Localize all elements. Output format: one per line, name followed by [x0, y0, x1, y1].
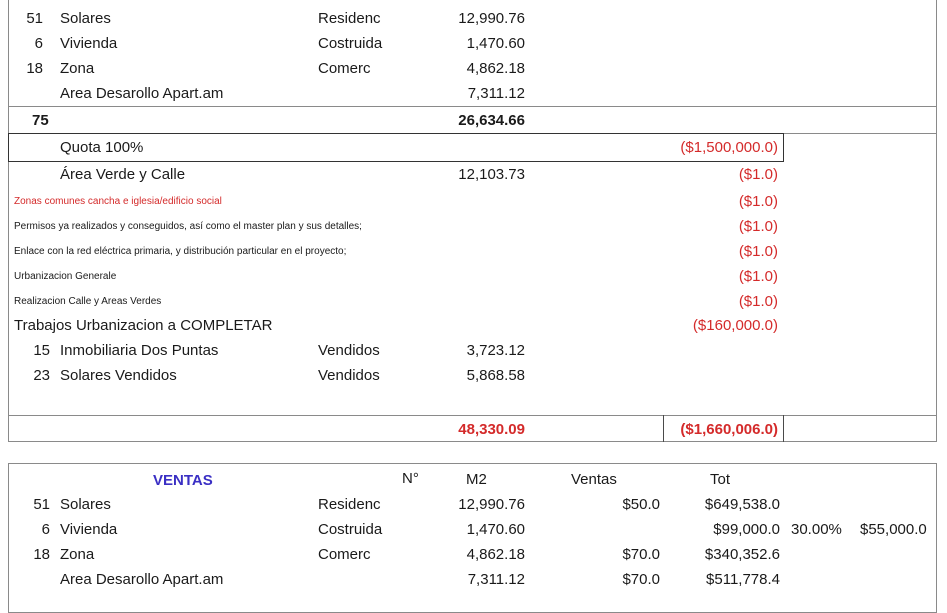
area-verde-label: Área Verde y Calle	[60, 166, 186, 183]
item-label: Permisos ya realizados y conseguidos, así como el master plan y sus detalles;	[14, 221, 362, 232]
item-label: Urbanizacion Generale	[14, 271, 117, 282]
row-m2: 5,868.58	[466, 367, 525, 384]
row-m2: 12,990.76	[458, 10, 525, 27]
row-name: Area Desarollo Apart.am	[60, 571, 224, 588]
item-value: ($1.0)	[738, 268, 778, 285]
trabajos-value: ($160,000.0)	[692, 317, 778, 334]
grand-total-value: ($1,660,006.0)	[680, 421, 778, 438]
divider	[783, 415, 784, 442]
row-m2: 1,470.60	[466, 35, 525, 52]
row-type: Vendidos	[318, 367, 380, 384]
row-m2: 4,862.18	[466, 60, 525, 77]
row-m2: 12,990.76	[458, 496, 525, 513]
ventas-title: VENTAS	[153, 472, 213, 489]
row-type: Costruida	[318, 35, 383, 52]
row-tot: $649,538.0	[704, 496, 780, 513]
row-type: Residenc	[318, 10, 381, 27]
row-type: Residenc	[318, 496, 381, 513]
row-name: Solares Vendidos	[60, 367, 177, 384]
row-tot: $511,778.4	[706, 571, 780, 588]
row-count: 15	[33, 342, 50, 359]
item-value: ($1.0)	[738, 293, 778, 310]
row-m2: 7,311.12	[467, 85, 525, 102]
quota-value: ($1,500,000.0)	[680, 139, 778, 156]
row-m2: 3,723.12	[466, 342, 525, 359]
item-value: ($1.0)	[738, 193, 778, 210]
header-ventas: Ventas	[571, 471, 617, 488]
row-count: 18	[33, 546, 50, 563]
row-tot: $340,352.6	[704, 546, 780, 563]
row-extra: $55,000.0	[860, 521, 927, 538]
area-verde-value: ($1.0)	[738, 166, 778, 183]
divider	[8, 415, 937, 416]
row-name: Solares	[60, 496, 111, 513]
row-name: Zona	[60, 546, 95, 563]
row-pct: 30.00%	[791, 521, 842, 538]
area-verde-m2: 12,103.73	[458, 166, 525, 183]
item-value: ($1.0)	[738, 218, 778, 235]
row-count: 6	[41, 521, 50, 538]
total-m2: 26,634.66	[458, 112, 525, 129]
row-m2: 1,470.60	[466, 521, 525, 538]
row-type: Vendidos	[318, 342, 380, 359]
item-label: Zonas comunes cancha e iglesia/edificio social	[14, 196, 222, 207]
row-type: Comerc	[318, 546, 371, 563]
row-name: Vivienda	[60, 521, 118, 538]
row-tot: $99,000.0	[713, 521, 780, 538]
row-venta: $70.0	[622, 546, 660, 563]
grand-total-m2: 48,330.09	[458, 421, 525, 438]
divider	[8, 106, 937, 107]
header-tot: Tot	[710, 471, 731, 488]
row-type: Comerc	[318, 60, 371, 77]
row-type: Costruida	[318, 521, 383, 538]
row-count: 51	[26, 10, 43, 27]
row-name: Vivienda	[60, 35, 118, 52]
row-venta: $50.0	[622, 496, 660, 513]
row-name: Area Desarollo Apart.am	[60, 85, 224, 102]
row-count: 18	[26, 60, 43, 77]
row-name: Zona	[60, 60, 95, 77]
item-label: Enlace con la red eléctrica primaria, y distribución particular en el proyecto;	[14, 246, 347, 257]
row-name: Inmobiliaria Dos Puntas	[60, 342, 219, 359]
header-m2: M2	[466, 471, 487, 488]
row-count: 6	[34, 35, 43, 52]
row-m2: 4,862.18	[466, 546, 525, 563]
row-m2: 7,311.12	[467, 571, 525, 588]
trabajos-label: Trabajos Urbanizacion a COMPLETAR	[14, 317, 273, 334]
item-label: Realizacion Calle y Areas Verdes	[14, 296, 162, 307]
row-venta: $70.0	[622, 571, 660, 588]
row-count: 23	[33, 367, 50, 384]
total-count: 75	[32, 112, 49, 129]
quota-label: Quota 100%	[60, 139, 144, 156]
row-count: 51	[33, 496, 50, 513]
row-name: Solares	[60, 10, 111, 27]
item-value: ($1.0)	[738, 243, 778, 260]
header-n: N°	[402, 470, 419, 487]
